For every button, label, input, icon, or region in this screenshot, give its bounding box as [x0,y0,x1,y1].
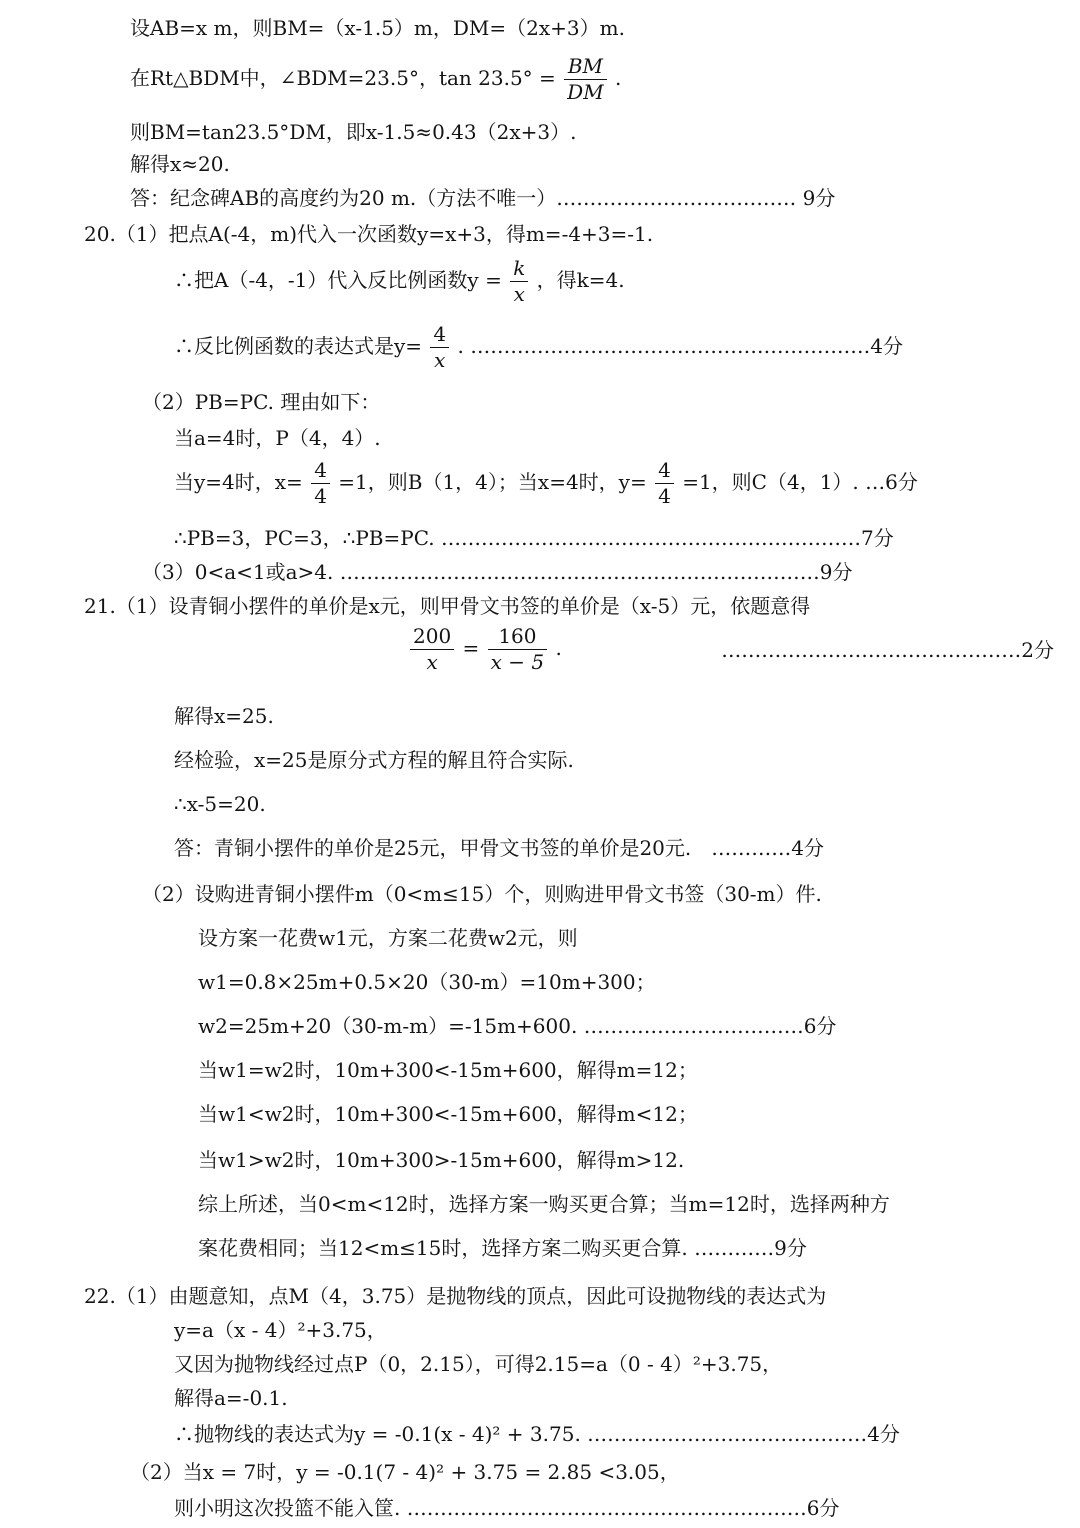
text-line-inverse [174,258,625,305]
text-line: 当w1>w2时，10m+300>-15m+600，解得m>12. [198,1148,685,1172]
question-21-part-1: 21.（1）设青铜小摆件的单价是x元，则甲骨文书签的单价是（x-5）元，依题意得 [84,594,811,618]
text-line: ∴抛物线的表达式为y = -0.1(x - 4)² + 3.75. ……………………………………4分 [174,1422,900,1446]
bc-suffix: =1，则C（4，1）. …6分 [682,470,918,494]
fraction-denominator: x [434,348,446,372]
text-line: 设方案一花费w1元，方案二花费w2元，则 [198,926,578,950]
text-line: 解得x=25. [174,704,274,728]
expression-prefix: ∴反比例函数的表达式是y= [174,334,423,358]
text-line: 当w1<w2时，10m+300<-15m+600，解得m<12； [198,1102,698,1126]
question-20-part-3: （3）0<a<1或a>4. ………………………………………………………………9分 [142,560,853,584]
text-line: ∴PB=3，PC=3，∴PB=PC. ………………………………………………………7分 [174,526,894,550]
bc-middle: =1，则B（1，4）；当x=4时，y= [338,470,647,494]
fraction-200-x [410,626,454,673]
fraction-numerator: 200 [410,626,454,650]
score-mark: ………………………………………2分 [721,638,1054,662]
fraction-4-4-x [311,460,330,507]
fraction-numerator: 4 [655,460,674,484]
fraction-denominator: x [513,282,525,306]
text-line: 又因为抛物线经过点P（0，2.15），可得2.15=a（0 - 4）²+3.75， [174,1352,783,1376]
bc-prefix: 当y=4时，x= [174,470,303,494]
equals-sign: = [462,636,486,660]
text-line: 综上所述，当0<m<12时，选择方案一购买更合算；当m=12时，选择两种方 [198,1192,890,1216]
fraction-numerator: 4 [311,460,330,484]
text-line: 案花费相同；当12<m≤15时，选择方案二购买更合算. …………9分 [198,1236,807,1260]
fraction-denominator: x [426,650,438,674]
text-line: 则小明这次投篮不能入筐. ……………………………………………………6分 [174,1496,840,1520]
fraction-160-x-5 [488,626,547,673]
text-line: 解得x≈20. [130,152,230,176]
text-line: 设AB=x m，则BM=（x-1.5）m，DM=（2x+3）m. [130,16,625,40]
text-line: 解得a=-0.1. [174,1386,288,1410]
text-line: w1=0.8×25m+0.5×20（30-m）=10m+300； [198,970,656,994]
text-line-tan [130,56,621,103]
fraction-denominator: DM [567,80,604,104]
text-line: 则BM=tan23.5°DM，即x-1.5≈0.43（2x+3）. [130,120,577,144]
text-line: 答：青铜小摆件的单价是25元，甲骨文书签的单价是20元. …………4分 [174,836,824,860]
fraction-numerator: 4 [430,324,449,348]
fraction-4-4-y [655,460,674,507]
inverse-suffix: ，得k=4. [536,268,625,292]
fraction-numerator: k [510,258,528,282]
period: . [555,636,562,660]
question-22-part-1: 22.（1）由题意知，点M（4，3.75）是抛物线的顶点，因此可设抛物线的表达式为 [84,1284,827,1308]
text-line: w2=25m+20（30-m-m）=-15m+600. ……………………………6分 [198,1014,837,1038]
text-line: y=a（x - 4）²+3.75， [174,1318,387,1342]
fraction-numerator: BM [564,56,607,80]
fraction-denominator: 4 [314,484,327,508]
text-line: 经检验，x=25是原分式方程的解且符合实际. [174,748,574,772]
text-line: 答：纪念碑AB的高度约为20 m.（方法不唯一）……………………………… 9分 [130,186,836,210]
inverse-prefix: ∴把A（-4，-1）代入反比例函数y = [174,268,502,292]
text-line-expression [174,324,903,371]
question-21-part-2: （2）设购进青铜小摆件m（0<m≤15）个，则购进甲骨文书签（30-m）件. [142,882,822,906]
question-22-part-2: （2）当x = 7时，y = -0.1(7 - 4)² + 3.75 = 2.85 <3.05， [130,1460,680,1484]
text-line: 当a=4时，P（4，4）. [174,426,381,450]
tan-prefix: 在Rt△BDM中，∠BDM=23.5°，tan 23.5° = [130,66,556,90]
fraction-k-x [510,258,528,305]
text-line-bc [174,460,918,507]
question-20-part-1: 20.（1）把点A(-4，m)代入一次函数y=x+3，得m=-4+3=-1. [84,222,654,246]
fraction-denominator: 4 [658,484,671,508]
period: . [615,66,622,90]
expression-suffix: . ……………………………………………………4分 [457,334,903,358]
fraction-4-x [430,324,449,371]
text-line: 当w1=w2时，10m+300<-15m+600，解得m=12； [198,1058,698,1082]
fraction-numerator: 160 [488,626,547,650]
question-20-part-2: （2）PB=PC. 理由如下： [142,390,381,414]
text-line: ∴x-5=20. [174,792,266,816]
fraction-bm-dm [564,56,607,103]
fraction-denominator: x − 5 [490,650,545,674]
equation-line [408,626,562,673]
